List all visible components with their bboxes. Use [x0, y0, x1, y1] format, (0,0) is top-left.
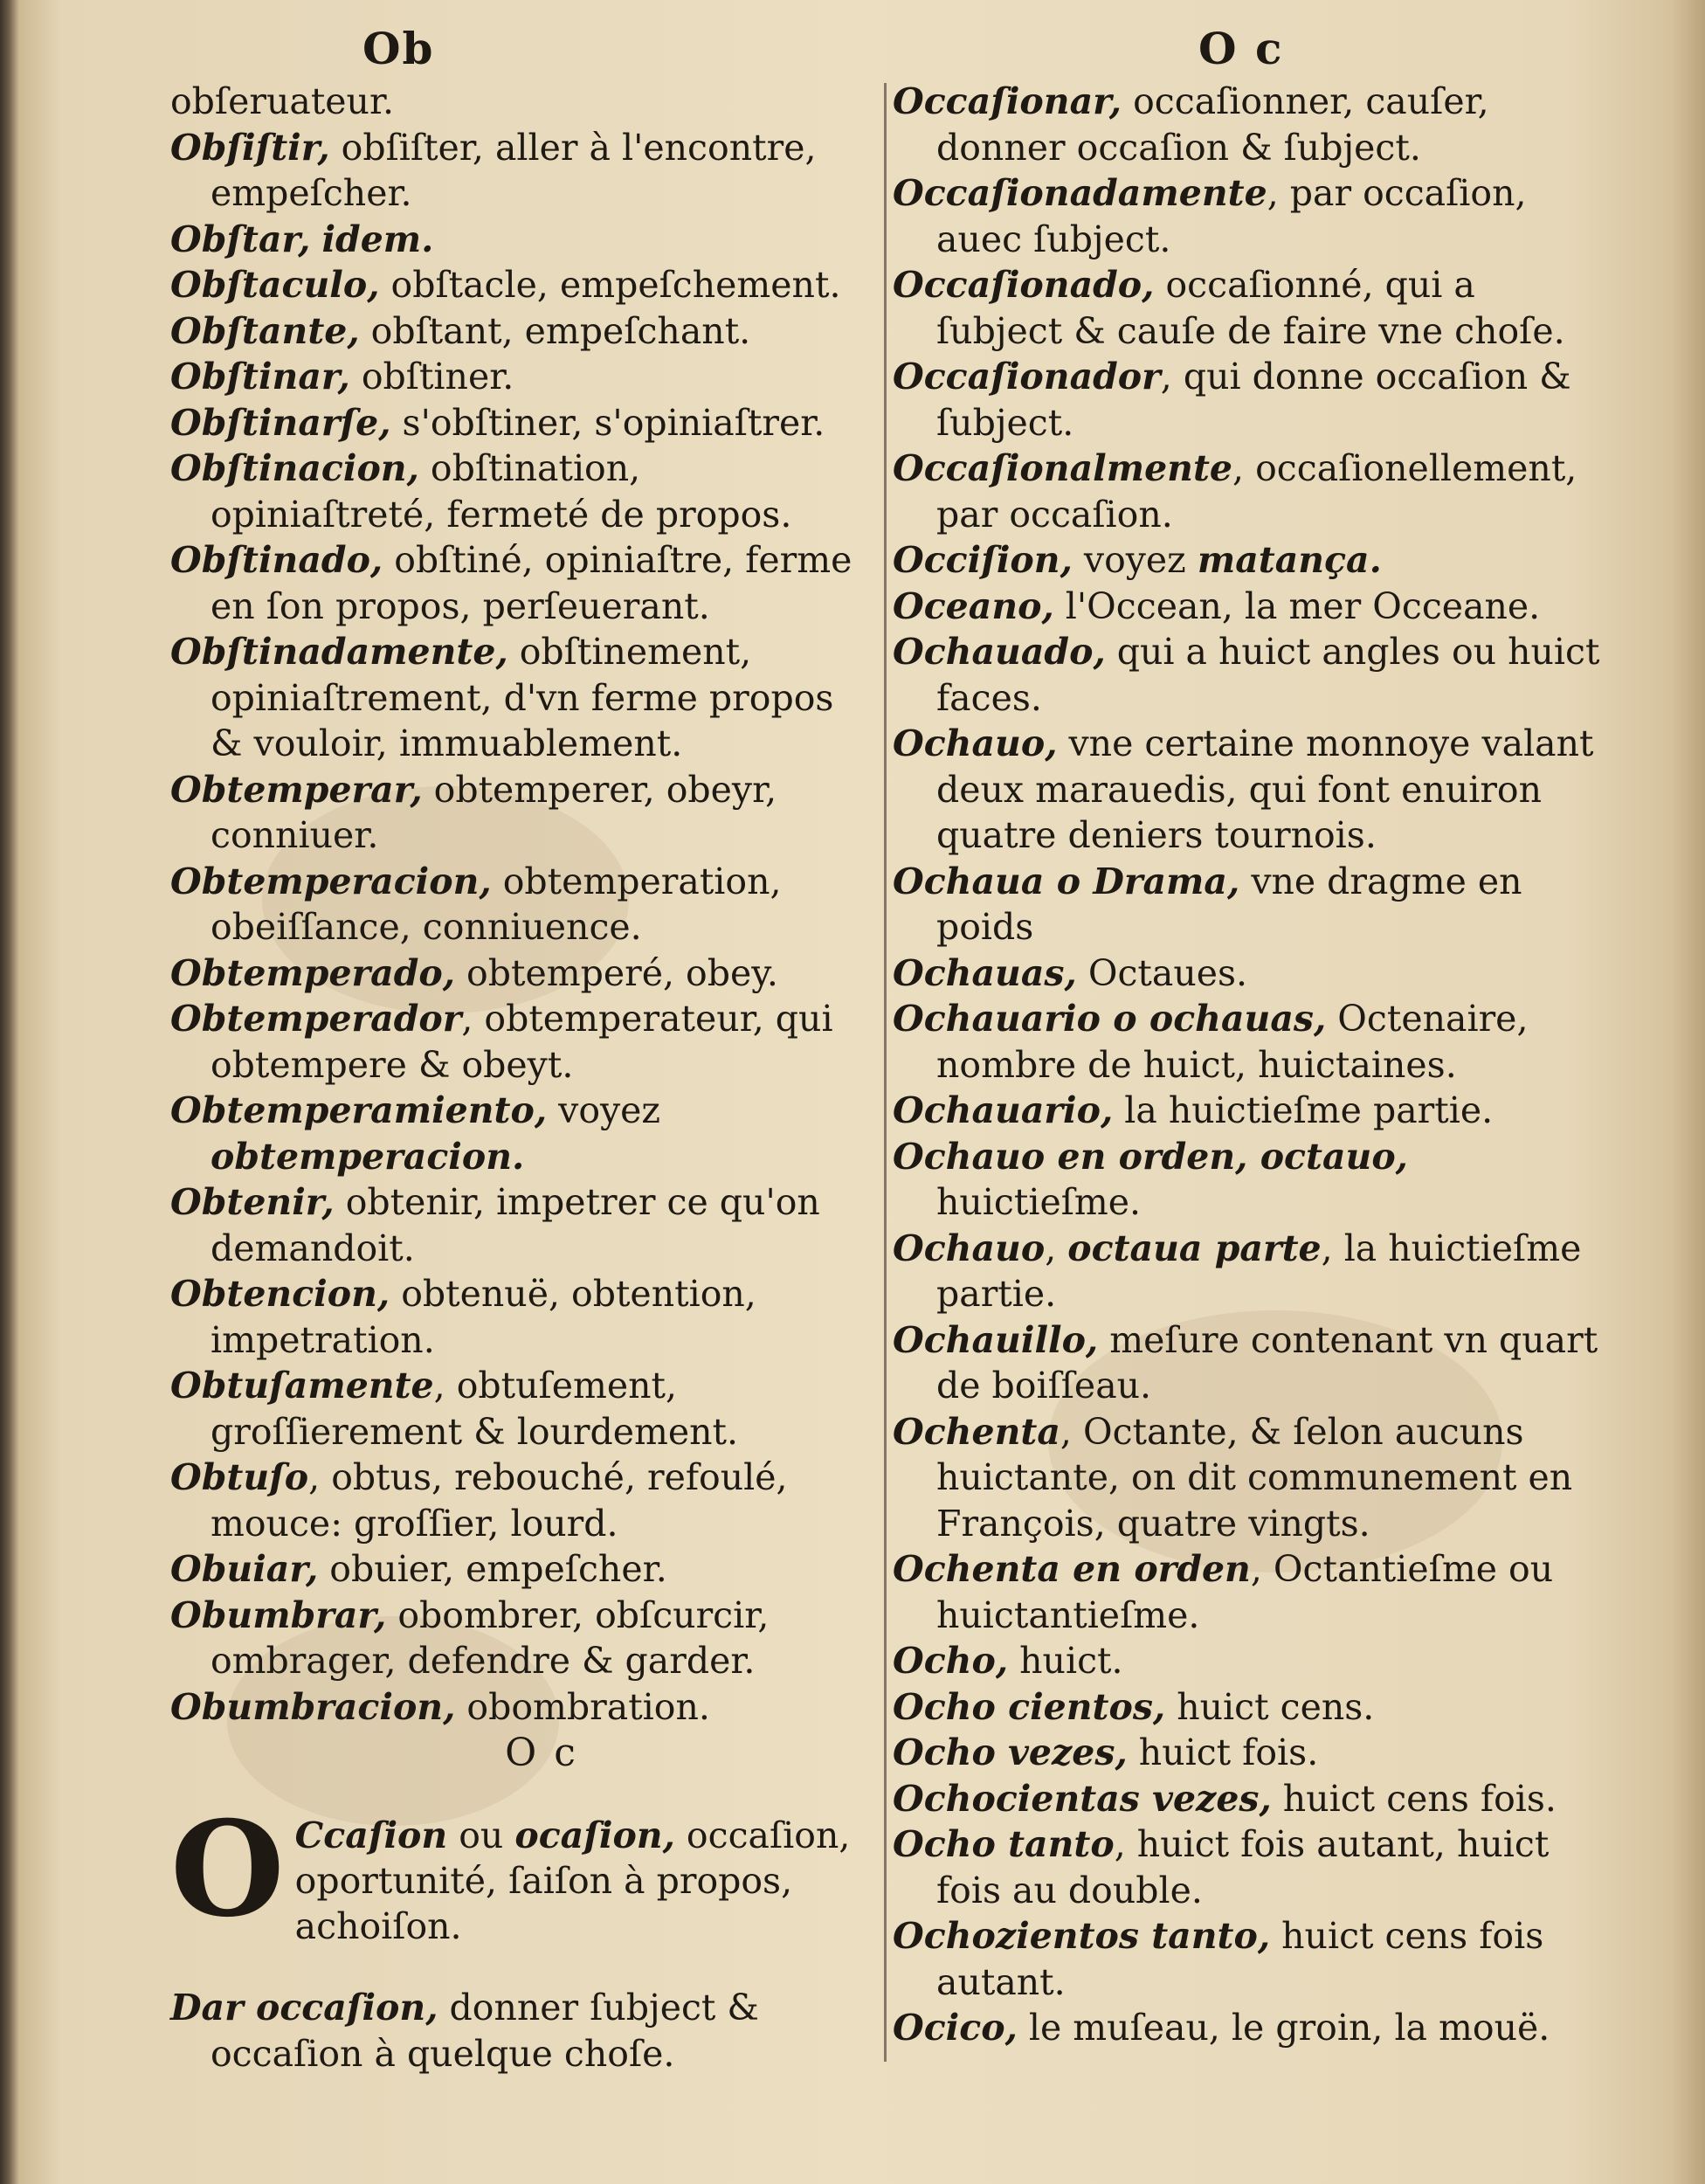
- right-running-head: O c: [1198, 23, 1284, 74]
- entry: Occaſionadamente, par occaſion, auec ſubject.: [893, 172, 1527, 260]
- column-divider: [884, 83, 887, 2062]
- right-column: [893, 24, 1609, 2051]
- entry: Obtuſamente, obtuſement, groſſierement & lourdement.: [170, 1365, 739, 1453]
- entry: Obtencion, obtenuë, obtention, impetration.: [170, 1273, 756, 1361]
- entry: Obſtinado, obſtiné, opiniaſtre, ferme en ſon propos, perſeuerant.: [170, 539, 852, 627]
- entry: Obſtinacion, obſtination, opiniaſtreté, fermeté de propos.: [170, 447, 792, 536]
- entry: Obuiar, obuier, empeſcher.: [170, 1548, 667, 1590]
- entry: Ochauo en orden, octauo, huictieſme.: [893, 1135, 1408, 1223]
- entry: Obtenir, obtenir, impetrer ce qu'on demandoit.: [170, 1181, 820, 1269]
- entry: Occiſion, voyez matança.: [893, 539, 1382, 581]
- entry: Ocho vezes, huict fois.: [893, 1731, 1319, 1773]
- entry: Ocho tanto, huict fois autant, huict fois au double.: [893, 1823, 1550, 1911]
- entry: Ocho, huict.: [893, 1640, 1123, 1682]
- entry: Obtemperador, obtemperateur, qui obtempere & obeyt.: [170, 998, 833, 1086]
- entry: Ochauo, vne certaine monnoye valant deux marauedis, qui font enuiron quatre deniers tournois.: [893, 722, 1594, 856]
- section-heading: O c: [505, 1731, 578, 1775]
- left-running-head: Ob: [362, 23, 435, 74]
- entry: Obumbracion, obombration.: [170, 1685, 710, 1728]
- entry: Ochauas, Octaues.: [893, 951, 1248, 994]
- entry: Ochenta, Octante, & ſelon aucuns huictante, on dit communement en François, quatre vingts.: [893, 1410, 1573, 1545]
- entry: Ochenta en orden, Octantieſme ou huictantieſme.: [893, 1548, 1554, 1636]
- entry: Ochauillo, meſure contenant vn quart de boiſſeau.: [893, 1318, 1598, 1406]
- entry: Ochozientos tanto, huict cens fois autant.: [893, 1915, 1544, 2003]
- entry: Oceano, l'Occean, la mer Occeane.: [893, 584, 1541, 627]
- entry: Obſtinadamente, obſtinement, opiniaſtrement, d'vn ferme propos & vouloir, immuablement.: [170, 631, 834, 764]
- entry: Occaſionar, occaſionner, cauſer, donner occaſion & ſubject.: [893, 80, 1489, 169]
- entry: Obſiſtir, obſiſter, aller à l'encontre, empeſcher.: [170, 126, 817, 214]
- entry: Occaſionado, occaſionné, qui a ſubject & cauſe de faire vne choſe.: [893, 264, 1565, 352]
- entry: Occaſionalmente, occaſionellement, par occaſion.: [893, 447, 1577, 536]
- entry: Obtemperacion, obtemperation, obeiſſance, conniuence.: [170, 860, 782, 948]
- entry: Obſtaculo, obſtacle, empeſchement.: [170, 264, 841, 306]
- entry: obſeruateur.: [170, 80, 395, 122]
- entry: Ochauario, la huictieſme partie.: [893, 1089, 1494, 1131]
- entry: Ocico, le muſeau, le groin, la mouë.: [893, 2007, 1550, 2049]
- entry: Ochauado, qui a huict angles ou huict faces.: [893, 631, 1600, 719]
- entry: Obſtinar, obſtiner.: [170, 356, 514, 397]
- left-column: [170, 24, 869, 2077]
- entry: Obſtar, idem.: [170, 218, 434, 260]
- entry: Ochauario o ochauas, Octenaire, nombre de huict, huictaines.: [893, 998, 1529, 1086]
- entry: Obtemperamiento, voyez obtemperacion.: [170, 1089, 661, 1178]
- drop-cap: O: [170, 1793, 285, 1946]
- entry: Obſtante, obſtant, empeſchant.: [170, 309, 751, 352]
- entry: Occaſionador, qui donne occaſion & ſubject.: [893, 356, 1571, 444]
- entry-with-dropcap: O Ccaſion ou ocaſion, occaſion, oportunité, ſaiſon à propos, achoiſon.: [170, 1793, 851, 1947]
- entry: Ochaua o Drama, vne dragme en poids: [893, 860, 1522, 948]
- entry: Ochauo, octaua parte, la huictieſme partie.: [893, 1227, 1582, 1315]
- entry: Obtemperado, obtemperé, obey.: [170, 951, 778, 994]
- entry: Obſtinarſe, s'obſtiner, s'opiniaſtrer.: [170, 401, 825, 444]
- entry: Obtuſo, obtus, rebouché, refoulé, mouce: groſſier, lourd.: [170, 1456, 788, 1545]
- entry: Obumbrar, obombrer, obſcurcir, ombrager, defendre & garder.: [170, 1593, 770, 1682]
- entry: Ochocientas vezes, huict cens fois.: [893, 1777, 1557, 1820]
- entry: Dar occaſion, donner ſubject & occaſion à quelque choſe.: [170, 1987, 759, 2075]
- entry: Ocho cientos, huict cens.: [893, 1685, 1375, 1728]
- entry: Obtemperar, obtemperer, obeyr, conniuer.: [170, 768, 777, 856]
